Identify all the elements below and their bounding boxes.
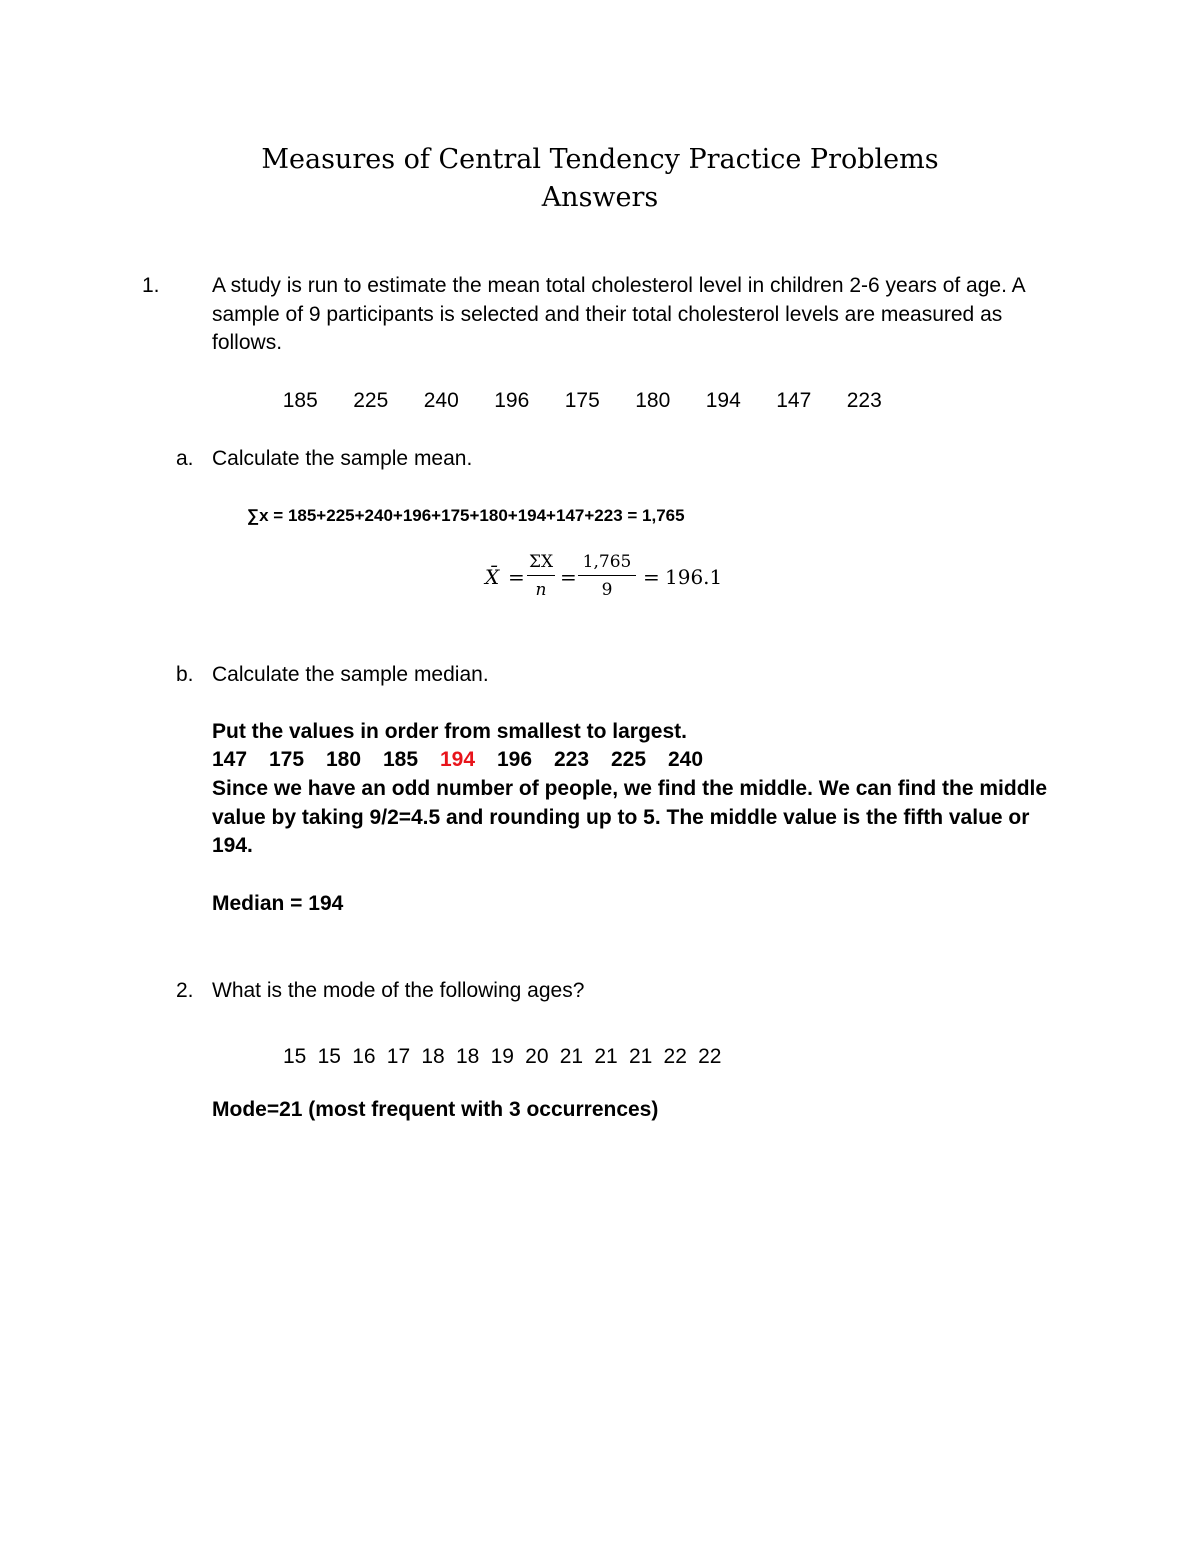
sorted-value: 185 [383, 748, 419, 771]
data-value: 147 [776, 389, 812, 412]
mean-result: 196.1 [665, 565, 723, 589]
age-value: 19 [490, 1045, 514, 1068]
sum-over-n-fraction [527, 552, 555, 600]
sorted-value: 175 [269, 748, 305, 771]
data-value: 175 [564, 389, 600, 412]
age-value: 21 [594, 1045, 618, 1068]
fraction-numerator: 1,765 [578, 552, 636, 576]
data-value: 240 [423, 389, 459, 412]
x-bar-symbol: X̄ [485, 565, 500, 589]
explanation-line: 194. [212, 834, 253, 857]
page-title: Measures of Central Tendency Practice Problems [261, 144, 939, 175]
age-value: 21 [559, 1045, 584, 1068]
age-value: 18 [421, 1045, 445, 1068]
data-value: 223 [846, 389, 882, 412]
age-value: 20 [525, 1045, 549, 1068]
age-value: 22 [663, 1045, 687, 1068]
median-answer: Median = 194 [212, 892, 344, 915]
q1-prompt-line: follows. [212, 331, 283, 354]
equals-sign: = [508, 565, 525, 589]
q1-prompt [212, 272, 1112, 358]
page-subtitle: Answers [541, 182, 659, 213]
q2-number: 2. [176, 979, 194, 1002]
q1-prompt-line: A study is run to estimate the mean total cholesterol level in children 2-6 years of age. A [212, 274, 1026, 297]
age-value: 15 [283, 1045, 307, 1068]
total-over-count-fraction [578, 552, 636, 600]
q1-data-row [265, 387, 900, 415]
median-explanation [212, 775, 1112, 861]
sorted-value: 147 [212, 748, 248, 771]
median-instruction: Put the values in order from smallest to largest. [212, 720, 687, 743]
median-value-highlighted: 194 [440, 748, 476, 771]
mode-answer: Mode=21 (most frequent with 3 occurrences) [212, 1098, 659, 1121]
explanation-line: value by taking 9/2=4.5 and rounding up to 5. The middle value is the fifth value or [212, 805, 1030, 829]
q2-prompt: What is the mode of the following ages? [212, 979, 585, 1002]
sorted-value: 225 [611, 748, 647, 771]
age-value: 22 [698, 1045, 722, 1068]
data-value: 196 [494, 389, 530, 412]
fraction-denominator: 9 [601, 580, 613, 600]
data-value: 194 [705, 389, 741, 412]
sorted-value: 223 [554, 748, 590, 771]
equals-sign: = [643, 565, 660, 589]
q1-prompt-line: sample of 9 participants is selected and their total cholesterol levels are measured as [212, 302, 1003, 326]
q1-number: 1. [142, 274, 160, 297]
sorted-value: 196 [497, 748, 533, 771]
q1a-prompt: Calculate the sample mean. [212, 447, 473, 470]
data-value: 225 [353, 389, 389, 412]
q1b-label: b. [176, 663, 194, 686]
sorted-value: 180 [326, 748, 362, 771]
age-value: 16 [352, 1045, 376, 1068]
age-value: 17 [386, 1045, 411, 1068]
sum-line: ∑x = 185+225+240+196+175+180+194+147+223 = 1,765 [247, 506, 685, 525]
fraction-denominator: n [535, 580, 547, 600]
age-value: 21 [628, 1045, 653, 1068]
data-value: 185 [282, 389, 318, 412]
explanation-line: Since we have an odd number of people, we find the middle. We can find the middle [212, 777, 1048, 800]
equals-sign: = [560, 565, 577, 589]
sorted-values-row [212, 746, 725, 774]
age-value: 15 [317, 1045, 341, 1068]
data-value: 180 [635, 389, 671, 412]
sorted-value: 240 [668, 748, 704, 771]
age-value: 18 [455, 1045, 480, 1068]
ages-row [283, 1043, 733, 1071]
q1a-label: a. [176, 447, 194, 470]
fraction-numerator: ΣX [527, 552, 555, 576]
q1b-prompt: Calculate the sample median. [212, 663, 489, 686]
